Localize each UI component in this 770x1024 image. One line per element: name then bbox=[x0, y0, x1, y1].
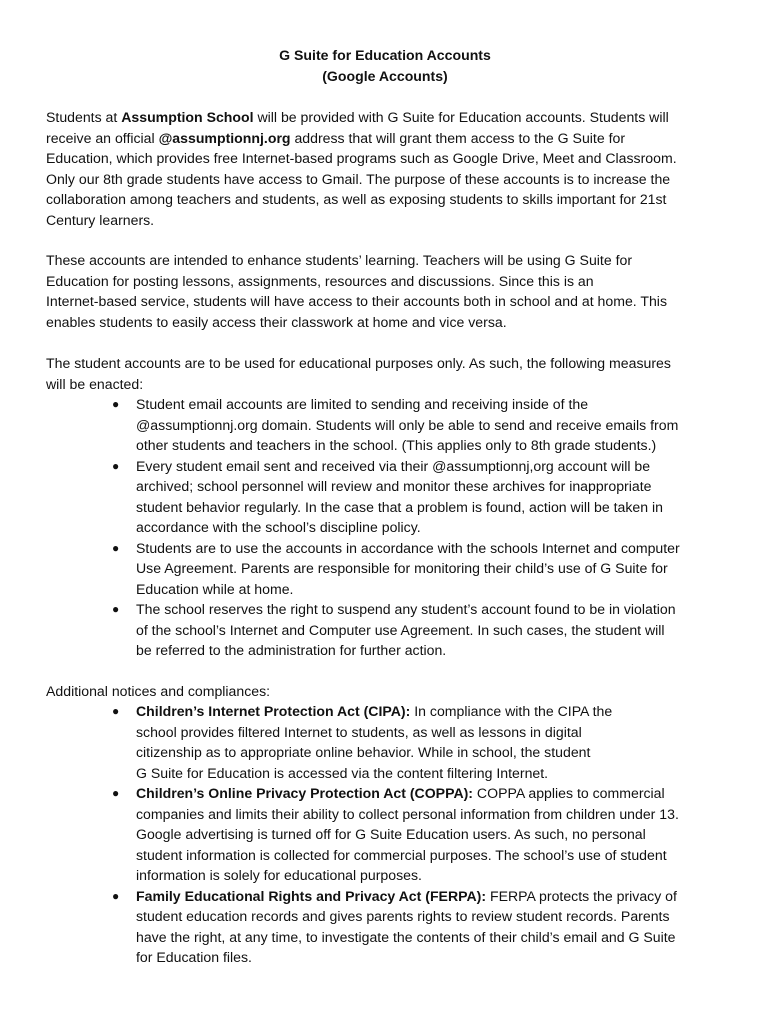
measure-item: ● Students are to use the accounts in accordance with the schools Internet and computer Use Agreement. Parents are responsible for monitoring their child’s use of G Suite for Education while at home. bbox=[112, 539, 680, 597]
document-title bbox=[0, 45, 770, 86]
school-name: Assumption School bbox=[121, 109, 254, 125]
notice-title: Children’s Online Privacy Protection Act (COPPA): bbox=[136, 785, 474, 801]
measures-intro-line-1: The student accounts are to be used for educational purposes only. As such, the following measures bbox=[46, 355, 671, 371]
bullet-icon: ● bbox=[112, 888, 120, 903]
bullet-icon: ● bbox=[112, 704, 120, 718]
measure-item: ● Every student email sent and received via their @assumptionnj,org account will be archived; school personnel will review and monitor these archives for inappropriate student behavior regularly. In the case that a problem is found, action will be taken in accordance with the school’s discipline policy. bbox=[112, 457, 663, 535]
enhance-line-3: Internet-based service, students will have access to their accounts both in school and at home. This bbox=[46, 293, 667, 309]
notices-heading: Additional notices and compliances: bbox=[46, 683, 271, 699]
bullet-icon: ● bbox=[112, 540, 120, 555]
intro-line-5: collaboration among teachers and students, as well as exposing students to skills important for 21st bbox=[46, 191, 667, 207]
title-line-1: G Suite for Education Accounts bbox=[279, 47, 491, 63]
enhance-paragraph bbox=[46, 250, 736, 332]
enhance-line-2: Education for posting lessons, assignments, resources and discussions. Since this is an bbox=[46, 272, 594, 289]
title-line-2: (Google Accounts) bbox=[322, 67, 448, 84]
measures-list bbox=[112, 394, 737, 661]
notice-item-ferpa: ● Family Educational Rights and Privacy Act (FERPA): FERPA protects the privacy of student education records and gives parents rights to review student records. Parents have the right, at any time, to investigate the contents of their child’s email and G Suite for Education files. bbox=[112, 887, 677, 965]
measure-item: ● The school reserves the right to suspend any student’s account found to be in violation of the school’s Internet and Computer use Agreement. In such cases, the student will be referred to the administration for further action. bbox=[112, 601, 676, 658]
bullet-icon: ● bbox=[112, 458, 120, 473]
measure-item: ● Student email accounts are limited to sending and receiving inside of the @assumptionnj.org domain. Students will only be able to send and receive emails from other students and teachers in the school. (This applies only to 8th grade students.) bbox=[112, 396, 679, 453]
bullet-icon: ● bbox=[112, 397, 120, 411]
intro-line-3: Education, which provides free Internet-based programs such as Google Drive, Meet and Classroom. bbox=[46, 150, 677, 166]
enhance-line-1: These accounts are intended to enhance students’ learning. Teachers will be using G Suite for bbox=[46, 252, 633, 268]
measures-intro-paragraph bbox=[46, 353, 736, 394]
measures-intro-line-2: will be enacted: bbox=[46, 375, 144, 392]
notice-title: Children’s Internet Protection Act (CIPA): bbox=[136, 703, 411, 719]
intro-line-4: Only our 8th grade students have access to Gmail. The purpose of these accounts is to increase the bbox=[46, 170, 671, 187]
notice-title: Family Educational Rights and Privacy Act (FERPA): bbox=[136, 887, 487, 904]
bullet-icon: ● bbox=[112, 786, 120, 800]
intro-line-2: receive an official @assumptionnj.org address that will grant them access to the G Suite for bbox=[46, 129, 626, 146]
intro-paragraph bbox=[46, 107, 736, 230]
notices-list bbox=[112, 701, 737, 968]
enhance-line-4: enables students to easily access their classwork at home and vice versa. bbox=[46, 313, 507, 330]
intro-line-6: Century learners. bbox=[46, 211, 155, 228]
intro-line-1: Students at Assumption School will be provided with G Suite for Education accounts. Students will bbox=[46, 109, 669, 125]
notice-item-cipa: ● Children’s Internet Protection Act (CIPA): In compliance with the CIPA the school provides filtered Internet to students, as well as lessons in digital citizenship as to appropriate online behavior. While in school, the student G Suite for Education is accessed via the content filtering Internet. bbox=[112, 703, 613, 781]
email-domain: @assumptionnj.org bbox=[158, 129, 291, 146]
notice-item-coppa: ● Children’s Online Privacy Protection Act (COPPA): COPPA applies to commercial companies and limits their ability to collect personal information from children under 13. Google advertising is turned off for G Suite Education users. As such, no personal student information is collected for commercial purposes. The school’s use of student information is solely for educational purposes. bbox=[112, 785, 679, 883]
bullet-icon: ● bbox=[112, 602, 120, 616]
